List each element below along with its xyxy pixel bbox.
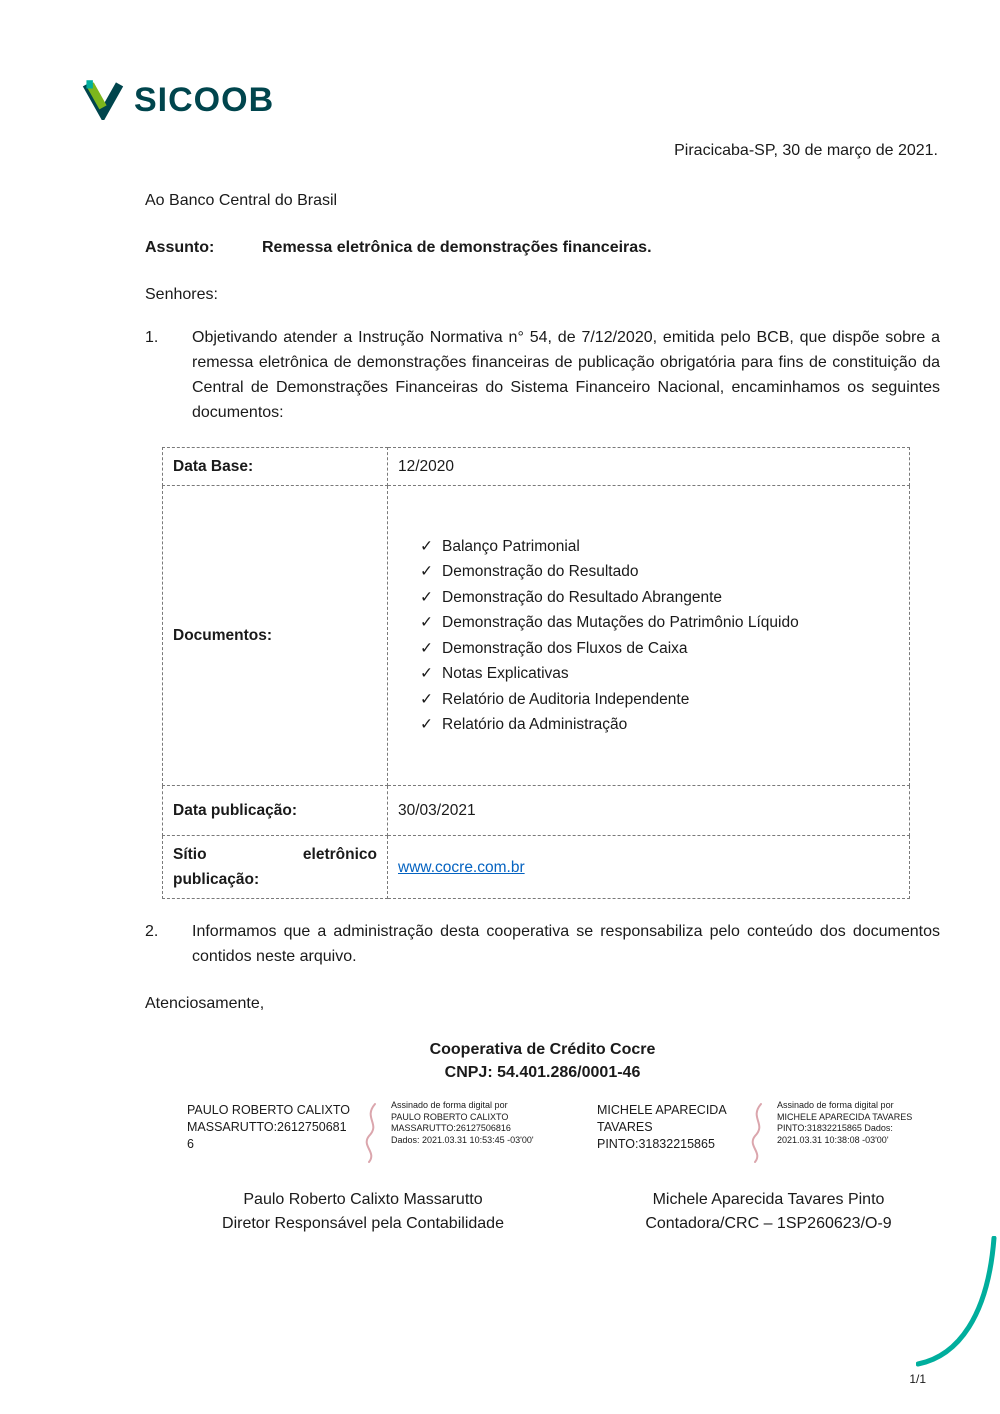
sicoob-logo (80, 80, 274, 120)
teal-swoosh-decoration (916, 1236, 998, 1368)
paragraph-1-text: Objetivando atender a Instrução Normativa n° 54, de 7/12/2020, emitida pelo BCB, que dispõe sobre a remessa eletrônica de demonstrações financeiras de publicação obrigatória para fins de constituição da Central de Demonstrações Financeiras do Sistema Financeiro Nacional, encaminhamos os seguintes documentos: (192, 329, 940, 421)
table-row-sitio (163, 836, 910, 899)
list-item (420, 663, 899, 684)
document-item-label: Relatório de Auditoria Independente (442, 690, 690, 708)
company-cnpj: CNPJ: 54.401.286/0001-46 (444, 1064, 641, 1081)
digital-signature-stamp-1 (187, 1098, 539, 1186)
table-row-documentos (163, 486, 910, 786)
list-item (420, 638, 899, 659)
sicoob-logo-icon (80, 80, 126, 120)
document-item-label: Relatório da Administração (442, 716, 628, 734)
publication-site-link[interactable]: www.cocre.com.br (398, 858, 525, 876)
subject-line (145, 235, 940, 260)
closing-line: Atenciosamente, (145, 995, 265, 1012)
signer2-cert-details: Assinado de forma digital por MICHELE APARECIDA TAVARES PINTO:31832215865 Dados: 2021.03.31 10:38:08 -03'00' (777, 1100, 913, 1145)
list-item (420, 612, 899, 633)
sicoob-logo-text: SICOOB (134, 80, 275, 119)
signer2-cert-name: MICHELE APARECIDA TAVARES PINTO:31832215865 (597, 1103, 726, 1151)
documentos-value (388, 486, 910, 786)
sitio-value (388, 836, 910, 899)
subject-label: Assunto: (145, 239, 215, 256)
paragraph-2 (145, 919, 940, 969)
table-row-data-publicacao (163, 786, 910, 836)
signatures (187, 1098, 940, 1236)
sitio-label-word2: eletrônico (302, 846, 377, 863)
salutation: Senhores: (145, 286, 218, 303)
paragraph-1-number: 1. (145, 329, 159, 346)
list-item (420, 561, 899, 582)
table-row-data-base (163, 448, 910, 486)
check-icon: ✓ (420, 716, 433, 734)
check-icon: ✓ (420, 639, 433, 657)
check-icon: ✓ (420, 690, 433, 708)
paragraph-2-text: Informamos que a administração desta cooperativa se responsabiliza pelo conteúdo dos documentos contidos neste arquivo. (192, 923, 940, 965)
data-base-label: Data Base: (163, 448, 388, 486)
list-item (420, 714, 899, 735)
documents-table (162, 447, 910, 899)
check-icon: ✓ (420, 563, 433, 581)
signature-scribble-icon (745, 1100, 771, 1166)
signer1-name-block (187, 1188, 539, 1236)
signer2-title: Contadora/CRC – 1SP260623/O-9 (645, 1215, 892, 1232)
paragraph-1 (145, 325, 940, 425)
letter-body (145, 188, 940, 1236)
check-icon: ✓ (420, 665, 433, 683)
company-name: Cooperativa de Crédito Cocre (429, 1041, 656, 1058)
check-icon: ✓ (420, 588, 433, 606)
check-icon: ✓ (420, 614, 433, 632)
document-item-label: Notas Explicativas (442, 665, 569, 683)
signer2-name-block (597, 1188, 940, 1236)
check-icon: ✓ (420, 537, 433, 555)
document-item-label: Demonstração dos Fluxos de Caixa (442, 639, 688, 657)
list-item (420, 689, 899, 710)
signature-scribble-icon (359, 1100, 385, 1166)
data-base-value: 12/2020 (388, 448, 910, 486)
document-item-label: Demonstração do Resultado Abrangente (442, 588, 723, 606)
data-publicacao-label: Data publicação: (163, 786, 388, 836)
document-item-label: Balanço Patrimonial (442, 537, 580, 555)
sitio-label-word1: Sítio (173, 846, 207, 863)
signer1-name: Paulo Roberto Calixto Massarutto (243, 1191, 483, 1208)
list-item (420, 536, 899, 557)
company-block (145, 1038, 940, 1084)
signer1-cert-name: PAULO ROBERTO CALIXTO MASSARUTTO:26127506816 (187, 1103, 351, 1151)
data-publicacao-value: 30/03/2021 (388, 786, 910, 836)
signer1-title: Diretor Responsável pela Contabilidade (222, 1215, 504, 1232)
document-item-label: Demonstração do Resultado (442, 563, 639, 581)
page-number: 1/1 (909, 1372, 926, 1386)
document-item-label: Demonstração das Mutações do Patrimônio Líquido (442, 614, 799, 632)
sitio-label (163, 836, 388, 899)
documents-list (398, 536, 899, 736)
signer1-cert-details: Assinado de forma digital por PAULO ROBERTO CALIXTO MASSARUTTO:26127506816 Dados: 2021.03.31 10:53:45 -03'00' (391, 1100, 534, 1145)
signature-signer2 (597, 1098, 940, 1236)
list-item (420, 587, 899, 608)
sitio-label-line1 (173, 842, 377, 867)
recipient-line: Ao Banco Central do Brasil (145, 192, 338, 209)
sitio-label-line2: publicação: (173, 871, 260, 888)
digital-signature-stamp-2 (597, 1098, 940, 1186)
subject-text: Remessa eletrônica de demonstrações financeiras. (262, 239, 652, 256)
signature-signer1 (187, 1098, 539, 1236)
paragraph-2-number: 2. (145, 923, 159, 940)
signer2-name: Michele Aparecida Tavares Pinto (652, 1191, 885, 1208)
date-line: Piracicaba-SP, 30 de março de 2021. (674, 142, 938, 159)
documentos-label: Documentos: (163, 486, 388, 786)
